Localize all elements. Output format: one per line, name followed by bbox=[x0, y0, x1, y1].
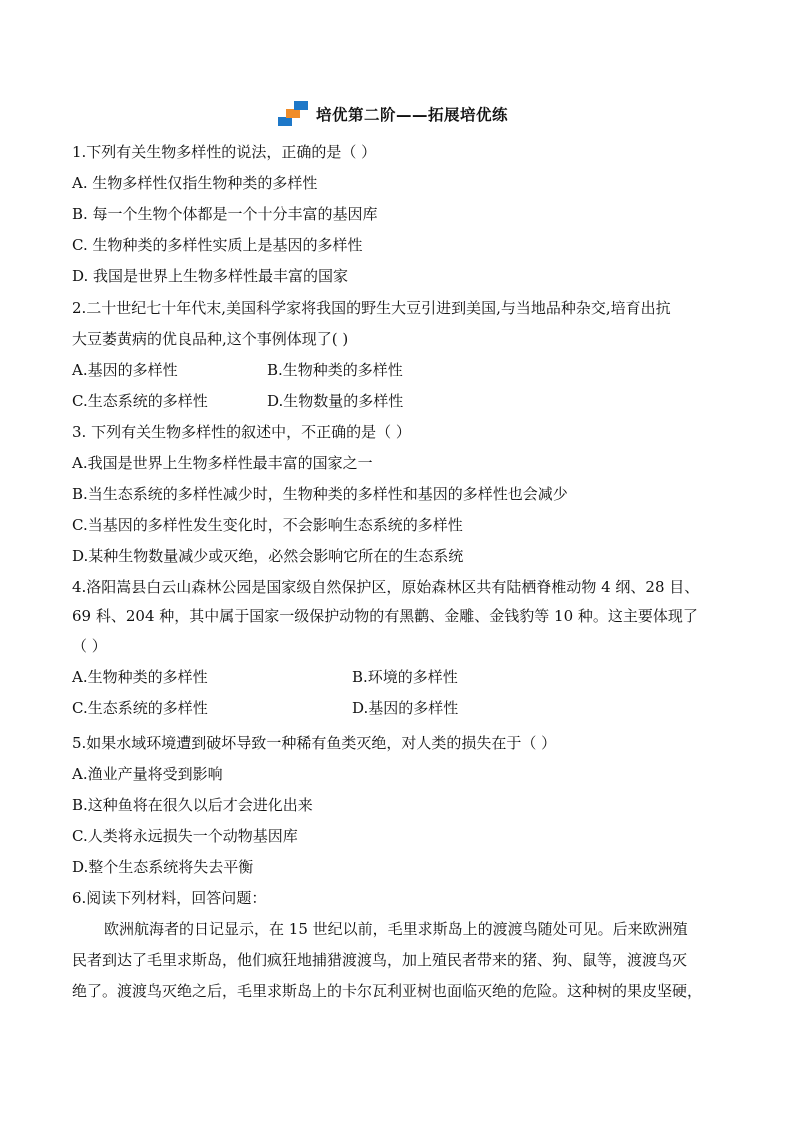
question-2-option-b: B.生物种类的多样性 bbox=[267, 361, 403, 379]
question-1-option-a: A. 生物多样性仅指生物种类的多样性 bbox=[72, 174, 318, 192]
question-2-option-a: A.基因的多样性 bbox=[72, 361, 178, 379]
question-2-option-c: C.生态系统的多样性 bbox=[72, 392, 208, 410]
question-1-option-b: B. 每一个生物个体都是一个十分丰富的基因库 bbox=[72, 205, 378, 223]
question-4-stem-line-2: 69 科、204 种，其中属于国家一级保护动物的有黑鹳、金雕、金钱豹等 10 种。这主要体现了 bbox=[72, 607, 698, 625]
question-1-option-d: D. 我国是世界上生物多样性最丰富的国家 bbox=[72, 267, 349, 285]
question-6-stem: 6.阅读下列材料，回答问题： bbox=[72, 889, 267, 907]
question-3-option-c: C.当基因的多样性发生变化时，不会影响生态系统的多样性 bbox=[72, 516, 463, 534]
question-3-option-d: D.某种生物数量减少或灭绝，必然会影响它所在的生态系统 bbox=[72, 547, 464, 565]
question-4-stem-line-3: （ ） bbox=[72, 637, 107, 655]
question-1-option-c: C. 生物种类的多样性实质上是基因的多样性 bbox=[72, 236, 363, 254]
question-2-stem-line-2: 大豆萎黄病的优良品种,这个事例体现了( ) bbox=[72, 330, 349, 348]
question-5-option-b: B.这种鱼将在很久以后才会进化出来 bbox=[72, 796, 313, 814]
passage-line-3: 绝了。渡渡鸟灭绝之后，毛里求斯岛上的卡尔瓦利亚树也面临灭绝的危险。这种树的果皮坚硬， bbox=[72, 982, 703, 1000]
question-4-option-d: D.基因的多样性 bbox=[352, 699, 459, 717]
question-4-option-c: C.生态系统的多样性 bbox=[72, 699, 208, 717]
question-2-stem-line-1: 2.二十世纪七十年代末,美国科学家将我国的野生大豆引进到美国,与当地品种杂交,培育出抗 bbox=[72, 299, 671, 317]
question-5-stem: 5.如果水域环境遭到破坏导致一种稀有鱼类灭绝，对人类的损失在于（ ） bbox=[72, 734, 557, 752]
question-4-option-b: B.环境的多样性 bbox=[352, 668, 458, 686]
stairs-logo-icon bbox=[278, 101, 314, 127]
question-1-stem: 1.下列有关生物多样性的说法，正确的是（ ） bbox=[72, 143, 377, 161]
question-5-option-c: C.人类将永远损失一个动物基因库 bbox=[72, 827, 298, 845]
page-title: 培优第二阶——拓展培优练 bbox=[316, 106, 509, 124]
section-header bbox=[278, 100, 508, 128]
question-3-stem: 3. 下列有关生物多样性的叙述中，不正确的是（ ） bbox=[72, 423, 411, 441]
question-4-stem-line-1: 4.洛阳嵩县白云山森林公园是国家级自然保护区，原始森林区共有陆栖脊椎动物 4 纲、28 目、 bbox=[72, 578, 700, 596]
question-4-option-a: A.生物种类的多样性 bbox=[72, 668, 208, 686]
question-5-option-a: A.渔业产量将受到影响 bbox=[72, 765, 223, 783]
passage-line-2: 民者到达了毛里求斯岛，他们疯狂地捕猎渡渡鸟，加上殖民者带来的猪、狗、鼠等，渡渡鸟灭 bbox=[72, 951, 688, 969]
question-3-option-a: A.我国是世界上生物多样性最丰富的国家之一 bbox=[72, 454, 373, 472]
question-5-option-d: D.整个生态系统将失去平衡 bbox=[72, 858, 254, 876]
passage-line-1: 欧洲航海者的日记显示，在 15 世纪以前，毛里求斯岛上的渡渡鸟随处可见。后来欧洲殖 bbox=[104, 920, 688, 938]
question-3-option-b: B.当生态系统的多样性减少时，生物种类的多样性和基因的多样性也会减少 bbox=[72, 485, 568, 503]
question-2-option-d: D.生物数量的多样性 bbox=[267, 392, 404, 410]
